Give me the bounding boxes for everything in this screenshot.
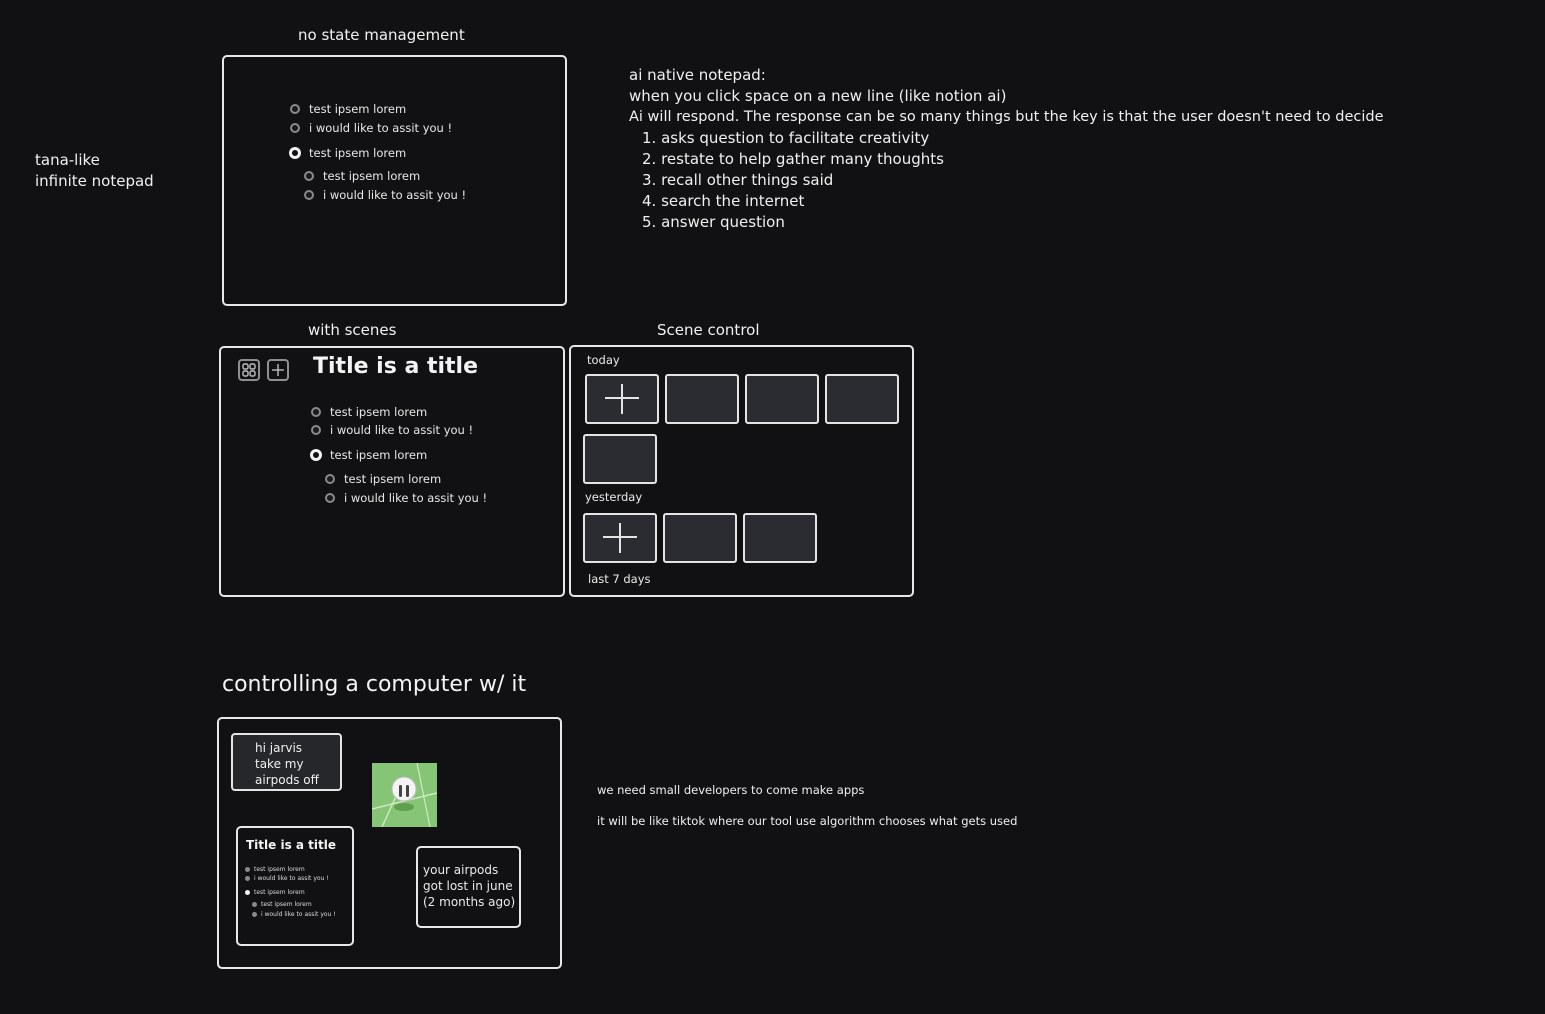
scene-tile[interactable] [665,374,739,424]
bottom-note-line: it will be like tiktok where our tool use algorithm chooses what gets used [597,814,1018,828]
bullet-icon [304,171,314,181]
bullet-icon [311,407,321,417]
bullet-icon [304,190,314,200]
left-note-line: tana-like [35,151,100,169]
grid-icon-glyph [240,361,258,379]
list-item[interactable]: i would like to assit you ! [325,491,487,505]
bullet-icon [245,867,250,872]
list-item[interactable]: i would like to assit you ! [304,188,466,202]
grid-icon[interactable] [238,359,260,381]
bullet-expanded-icon [245,890,250,895]
scene-tile[interactable] [745,374,819,424]
bullet-icon [252,912,257,917]
new-scene-button[interactable] [583,513,657,563]
list-item: test ipsem lorem [252,901,312,908]
computer-section-title: controlling a computer w/ it [222,672,527,697]
scene-tile[interactable] [825,374,899,424]
list-item[interactable]: test ipsem lorem [325,472,441,486]
new-scene-button[interactable] [585,374,659,424]
scene-tile[interactable] [663,513,737,563]
no-state-label: no state management [298,26,465,44]
section-label-yesterday: yesterday [585,490,643,504]
scene-tile[interactable] [743,513,817,563]
list-item: test ipsem lorem [245,866,305,873]
bullet-expanded-icon [311,450,321,460]
no-state-frame [222,55,567,306]
bullet-icon [252,902,257,907]
list-item: i would like to assit you ! [252,911,336,918]
bullet-icon [325,474,335,484]
note-card[interactable] [236,826,354,946]
scene-control-frame [569,345,914,597]
user-message-bubble: hi jarvis take my airpods off [231,733,342,791]
list-item[interactable]: test ipsem lorem [311,405,427,419]
list-item[interactable]: test ipsem lorem [290,146,406,160]
list-item: test ipsem lorem [245,889,305,896]
list-item[interactable]: test ipsem lorem [311,448,427,462]
ai-note: ai native notepad: when you click space on a new line (like notion ai) Ai will respond. The response can be so many things but the key is that the user doesn't need to decide 1. asks question to facilitate creativity 2. restate to help gather many thoughts 3. recall other things said 4. search the internet 5. answer question [629,66,1384,231]
note-card-title: Title is a title [246,838,337,852]
bullet-icon [325,493,335,503]
left-note [35,150,154,192]
assistant-reply-bubble: your airpods got lost in june (2 months ago) [416,846,521,928]
left-note-line: infinite notepad [35,172,154,190]
bullet-icon [290,104,300,114]
list-item[interactable]: i would like to assit you ! [290,121,452,135]
scene-control-label: Scene control [657,321,760,339]
bullet-icon [245,876,250,881]
add-icon[interactable] [267,359,289,381]
scene-tile[interactable] [583,434,657,484]
section-label-today: today [587,353,620,367]
list-item[interactable]: test ipsem lorem [290,102,406,116]
computer-frame [217,717,562,969]
add-icon-glyph [269,361,287,379]
bullet-expanded-icon [290,148,300,158]
airpods-illustration [372,763,437,827]
list-item[interactable]: i would like to assit you ! [311,423,473,437]
with-scenes-frame [219,346,565,597]
list-item: i would like to assit you ! [245,875,329,882]
bullet-icon [311,425,321,435]
with-scenes-label: with scenes [308,321,397,339]
list-item[interactable]: test ipsem lorem [304,169,420,183]
airpods-image [372,763,437,827]
bottom-note-line: we need small developers to come make apps [597,783,865,797]
page-title[interactable]: Title is a title [313,354,479,379]
section-label-last-7-days: last 7 days [588,572,651,586]
bullet-icon [290,123,300,133]
